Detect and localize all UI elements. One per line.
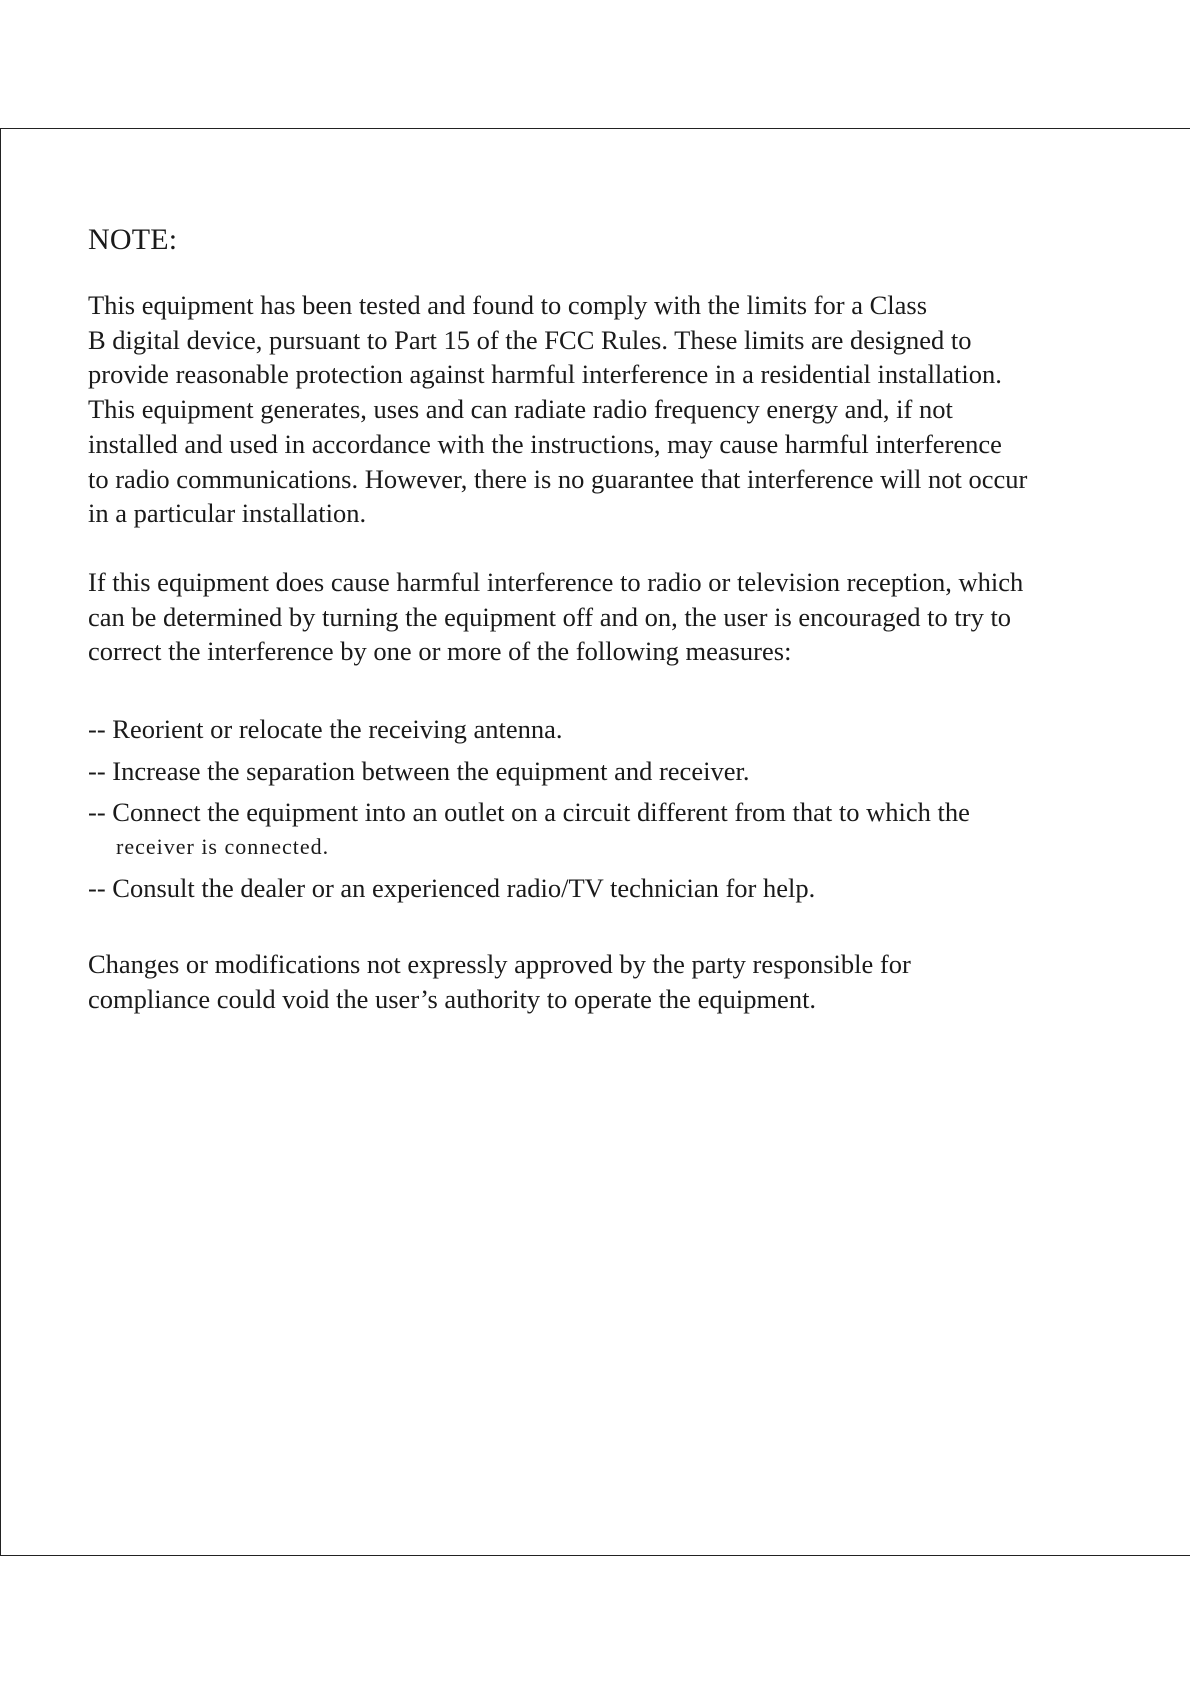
measure-text: -- Reorient or relocate the receiving antenna. (88, 714, 563, 745)
measure-continuation: receiver is connected. (116, 834, 330, 860)
spacer (88, 531, 1118, 565)
measure-item (88, 754, 1118, 789)
note-heading: NOTE: (88, 223, 178, 256)
modifications-paragraph: Changes or modifications not expressly approved by the party responsible for compliance could void the user’s authority to operate the equipment. (88, 948, 911, 1014)
spacer (88, 669, 1118, 712)
measures-list (88, 712, 1118, 906)
fcc-note (88, 220, 1118, 1016)
measure-item (88, 795, 1118, 864)
spacer (88, 913, 1118, 947)
measure-item (88, 871, 1118, 906)
compliance-paragraph: This equipment has been tested and found to comply with the limits for a Class B digital device, pursuant to Part 15 of the FCC Rules. These limits are designed to provide reasonable protection against harmful interference in a residential installation. This equipment generates, uses and can radiate radio frequency energy and, if not installed and used in accordance with the instructions, may cause harmful interference to radio communications. However, there is no guarantee that interference will not occur in a particular installation. (88, 290, 1028, 529)
measure-text: -- Connect the equipment into an outlet on a circuit different from that to which the (88, 797, 970, 828)
measure-text: -- Increase the separation between the equipment and receiver. (88, 755, 750, 786)
measure-item (88, 712, 1118, 747)
measure-text: -- Consult the dealer or an experienced radio/TV technician for help. (88, 873, 816, 904)
interference-paragraph: If this equipment does cause harmful interference to radio or television reception, which can be determined by turning the equipment off and on, the user is encouraged to try to correct the interference by one or more of the following measures: (88, 566, 1024, 667)
